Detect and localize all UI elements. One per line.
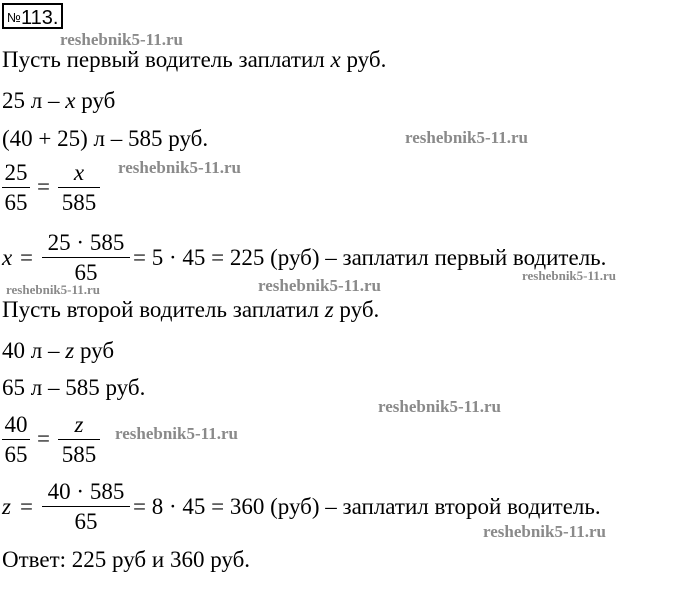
denominator: 585 [61, 190, 97, 215]
watermark: reshebnik5-11.ru [6, 282, 101, 297]
text-segment: 40 л – [2, 338, 66, 363]
number-sign: № [7, 10, 21, 25]
fraction-bar [2, 439, 30, 440]
watermark: reshebnik5-11.ru [115, 424, 238, 443]
text-segment: Пусть первый водитель заплатил [2, 47, 331, 72]
denominator: 65 [4, 190, 28, 215]
text-segment: руб. [340, 47, 387, 72]
fraction-x-585 [58, 160, 100, 216]
text-segment: руб [74, 338, 115, 363]
variable-x: x [65, 88, 76, 113]
watermark: reshebnik5-11.ru [378, 397, 501, 416]
fraction-40x585-over-65 [42, 479, 130, 535]
watermark: reshebnik5-11.ru [60, 30, 183, 49]
line-second-driver-assumption [2, 297, 379, 323]
equals-sign: = [37, 426, 50, 451]
variable-z: z [324, 297, 334, 322]
line-65-liters-second: 65 л – 585 руб. [2, 375, 146, 400]
numerator: x [73, 160, 85, 185]
equals-sign: = [37, 174, 50, 199]
fraction-bar [58, 187, 100, 188]
equals-sign: = [20, 245, 33, 270]
line-25-liters [2, 88, 115, 114]
fraction-bar [2, 187, 30, 188]
fraction-40-65 [2, 412, 30, 468]
watermark: reshebnik5-11.ru [258, 276, 381, 295]
watermark: reshebnik5-11.ru [483, 522, 606, 541]
variable-z: z [65, 338, 75, 363]
denominator: 585 [61, 442, 97, 467]
number-value: 113. [20, 7, 59, 29]
line-first-driver-assumption [2, 47, 386, 73]
numerator: 25 [4, 160, 28, 185]
watermark: reshebnik5-11.ru [405, 128, 528, 147]
watermark: reshebnik5-11.ru [118, 158, 241, 177]
denominator: 65 [74, 260, 98, 285]
problem-number [2, 3, 63, 29]
text-segment: руб. [333, 297, 380, 322]
text-segment: Пусть второй водитель заплатил [2, 297, 325, 322]
line-65-liters: (40 + 25) л – 585 руб. [2, 126, 209, 151]
fraction-25-65 [2, 160, 30, 216]
denominator: 65 [74, 509, 98, 534]
text-segment: 25 л – [2, 88, 66, 113]
fraction-bar [42, 257, 130, 258]
numerator: 25 · 585 [47, 230, 125, 255]
variable-z: z [2, 494, 11, 519]
variable-x: x [330, 47, 341, 72]
equals-sign: = [20, 494, 33, 519]
numerator: 40 [4, 412, 28, 437]
fraction-bar [58, 439, 100, 440]
fraction-bar [42, 506, 130, 507]
watermark: reshebnik5-11.ru [522, 268, 617, 283]
line-40-liters [2, 338, 114, 364]
answer-line: Ответ: 225 руб и 360 руб. [2, 547, 251, 572]
numerator: 40 · 585 [47, 479, 125, 504]
text-segment: руб [75, 88, 116, 113]
calc1-result: = 5 · 45 = 225 (руб) – заплатил первый водитель. [133, 245, 607, 270]
fraction-25x585-over-65 [42, 230, 130, 286]
calc2-result: = 8 · 45 = 360 (руб) – заплатил второй водитель. [133, 494, 601, 519]
numerator: z [74, 412, 84, 437]
denominator: 65 [4, 442, 28, 467]
variable-x: x [2, 245, 13, 270]
fraction-z-585 [58, 412, 100, 468]
